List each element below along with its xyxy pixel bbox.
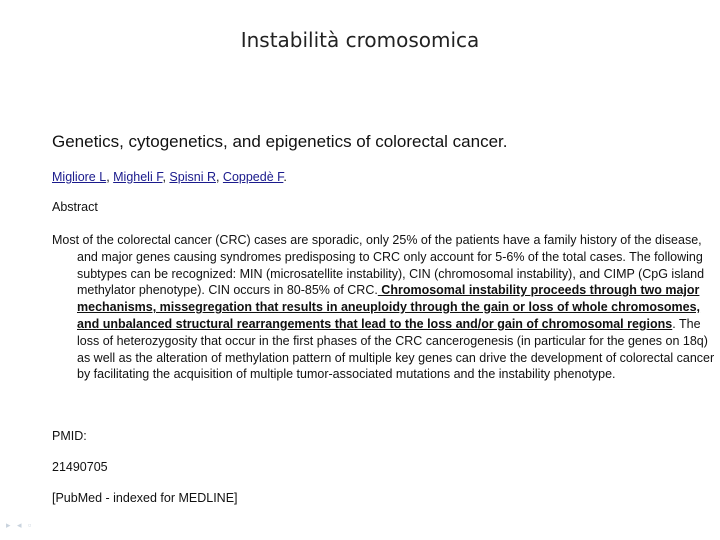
article-title: Genetics, cytogenetics, and epigenetics of colorectal cancer. xyxy=(52,132,508,151)
index-status: [PubMed - indexed for MEDLINE] xyxy=(52,491,238,505)
author-separator: , xyxy=(106,170,114,184)
author-link-migheli[interactable]: Migheli F xyxy=(113,170,163,184)
author-list xyxy=(52,170,287,184)
abstract-label: Abstract xyxy=(52,200,98,214)
slide-title: Instabilità cromosomica xyxy=(240,28,480,52)
authors-end: . xyxy=(283,170,287,184)
author-link-spisni[interactable]: Spisni R xyxy=(169,170,216,184)
abstract-text xyxy=(52,232,717,383)
author-separator: , xyxy=(162,170,170,184)
author-separator: , xyxy=(215,170,223,184)
author-link-coppede[interactable]: Coppedè F xyxy=(222,170,284,184)
abstract-highlight: Chromosomal instability proceeds through two major mechanisms, missegregation that results in aneuploidy through the gain or loss of whole chromosomes, and unbalanced structural rearrangements that lead to the loss and/or gain of chromosomal regions xyxy=(77,283,701,331)
pmid-value: 21490705 xyxy=(52,460,108,474)
abstract-text-after: . The loss of heterozygosity that occur in the first phases of the CRC cancerogenesis (in particular for the genes on 18q) as well as the alteration of methylation pattern of multiple key genes can drive the development of colorectal cancer by facilitating the acquisition of multiple tumor-associated mutations and the instability phenotype. xyxy=(77,316,715,382)
author-link-migliore[interactable]: Migliore L xyxy=(52,170,107,184)
pmid-label: PMID: xyxy=(52,429,87,443)
abstract-text-before: Most of the colorectal cancer (CRC) cases are sporadic, only 25% of the patients have a family history of the disease, and major genes causing syndromes predisposing to CRC only account for 5-6% of the total cases. The following subtypes can be recognized: MIN (microsatellite instability), CIN (chromosomal instability), and CIMP (CpG island methylator phenotype). CIN occurs in 80-85% of CRC. xyxy=(52,233,705,298)
slide-corner-decoration-icon: ▸ ◂ ▫ xyxy=(6,520,34,530)
